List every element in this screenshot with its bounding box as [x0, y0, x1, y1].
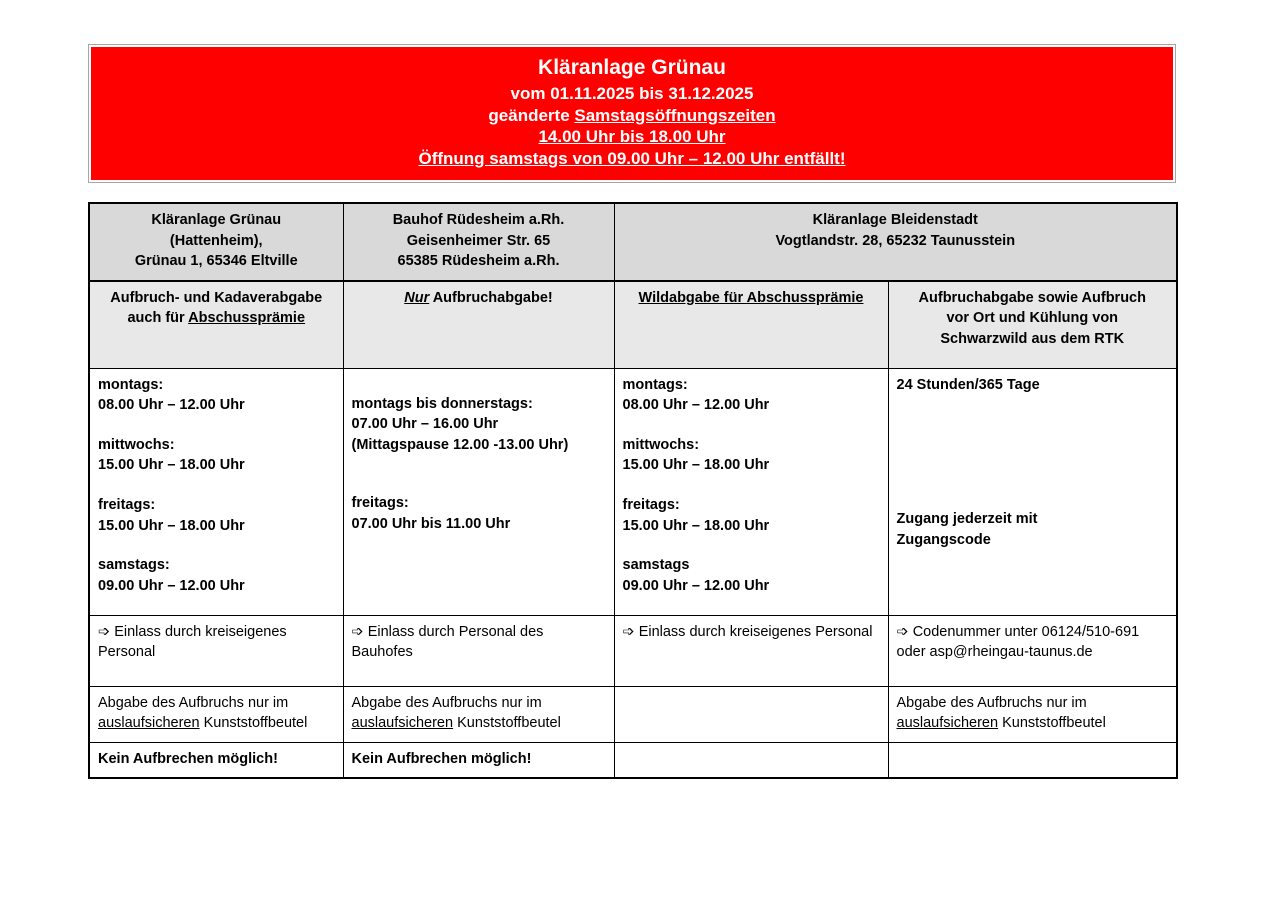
- subheader-gruenau-keyword: Abschussprämie: [188, 310, 306, 327]
- spacer: [98, 536, 335, 555]
- notice-changed-prefix: geänderte: [488, 105, 575, 125]
- no-break-cell-gruenau: Kein Aufbrechen möglich!: [89, 742, 343, 778]
- table-no-break-row: [89, 742, 1177, 778]
- spacer: [352, 455, 606, 474]
- bag-note-cell-ruedesheim: [343, 686, 614, 742]
- subheader-gruenau-line-1: Aufbruch- und Kadaverabgabe: [110, 289, 323, 306]
- header-bleidenstadt-line-1: Kläranlage Bleidenstadt: [812, 212, 978, 228]
- hours-ruedesheim-time-2: 07.00 Uhr bis 11.00 Uhr: [351, 516, 511, 533]
- hours-wildabgabe-time-1: 08.00 Uhr – 12.00 Uhr: [622, 397, 770, 414]
- hours-wildabgabe-day-2: mittwochs:: [622, 436, 700, 453]
- hours-cell-gruenau: [89, 368, 343, 615]
- notice-validity-period: vom 01.11.2025 bis 31.12.2025: [510, 83, 754, 103]
- header-ruedesheim-line-1: Bauhof Rüdesheim a.Rh.: [392, 212, 565, 228]
- arrow-icon: ➩: [98, 623, 111, 640]
- notice-banner-body: [91, 47, 1173, 180]
- header-gruenau-line-2: (Hattenheim),: [169, 232, 263, 249]
- notice-cancelled-hours: Öffnung samstags von 09.00 Uhr – 12.00 Uhr entfällt!: [418, 149, 846, 169]
- header-cell-gruenau: [89, 203, 343, 281]
- spacer: [98, 476, 335, 495]
- header-ruedesheim-line-3: 65385 Rüdesheim a.Rh.: [397, 253, 560, 270]
- no-break-cell-rtk-empty: [888, 742, 1177, 778]
- notice-banner: [88, 44, 1176, 183]
- header-cell-bleidenstadt: [614, 203, 1177, 281]
- table-bag-note-row: [89, 686, 1177, 742]
- access-cell-wildabgabe: [614, 615, 888, 686]
- subheader-cell-wildabgabe: [614, 281, 888, 369]
- spacer: [897, 395, 1169, 414]
- bag-note-prefix: Abgabe des Aufbruchs nur im: [98, 694, 289, 711]
- access-cell-rtk: [888, 615, 1177, 686]
- hours-ruedesheim-day-2: freitags:: [351, 495, 409, 512]
- access-cell-ruedesheim: [343, 615, 614, 686]
- hours-cell-rtk: [888, 368, 1177, 615]
- subheader-cell-gruenau: [89, 281, 343, 369]
- spacer: [352, 474, 606, 493]
- access-wildabgabe-text: Einlass durch kreiseigenes Personal: [638, 623, 873, 640]
- hours-gruenau-day-4: samstags:: [98, 557, 170, 574]
- hours-rtk-access-line-2: Zugangscode: [896, 531, 991, 548]
- header-cell-ruedesheim: [343, 203, 614, 281]
- hours-gruenau-day-3: freitags:: [98, 497, 156, 514]
- table-hours-row: [89, 368, 1177, 615]
- header-gruenau-line-3: Grünau 1, 65346 Eltville: [134, 253, 298, 270]
- hours-wildabgabe-day-1: montags:: [622, 376, 688, 393]
- subheader-cell-ruedesheim: [343, 281, 614, 369]
- header-ruedesheim-line-2: Geisenheimer Str. 65: [406, 232, 551, 249]
- header-bleidenstadt-line-2: Vogtlandstr. 28, 65232 Taunusstein: [775, 232, 1016, 249]
- access-gruenau-text: Einlass durch kreiseigenes Personal: [98, 623, 287, 661]
- spacer: [897, 414, 1169, 433]
- no-break-cell-ruedesheim: Kein Aufbrechen möglich!: [343, 742, 614, 778]
- subheader-gruenau-prefix: auch für: [127, 310, 189, 327]
- hours-ruedesheim-day-1: montags bis donnerstags:: [351, 395, 533, 412]
- spacer: [897, 452, 1169, 471]
- spacer: [98, 416, 335, 435]
- hours-ruedesheim-time-1: 07.00 Uhr – 16.00 Uhr: [351, 416, 499, 433]
- hours-wildabgabe-day-3: freitags:: [622, 497, 680, 514]
- locations-table: [88, 202, 1178, 779]
- subheader-ruedesheim-rest: Aufbruchabgabe!: [429, 289, 553, 306]
- bag-note-cell-rtk: [888, 686, 1177, 742]
- bag-note-keyword: auslaufsicheren: [98, 715, 200, 732]
- spacer: [352, 375, 606, 394]
- hours-gruenau-time-2: 15.00 Uhr – 18.00 Uhr: [98, 457, 245, 474]
- notice-title: Kläranlage Grünau: [538, 56, 726, 79]
- hours-rtk-availability: 24 Stunden/365 Tage: [896, 376, 1040, 393]
- subheader-wildabgabe-text: Wildabgabe für Abschussprämie: [638, 289, 864, 306]
- hours-gruenau-day-1: montags:: [98, 376, 164, 393]
- notice-changed-hours-line: [97, 105, 1167, 127]
- bag-note-prefix: Abgabe des Aufbruchs nur im: [896, 694, 1087, 711]
- access-ruedesheim-text: Einlass durch Personal des Bauhofes: [351, 623, 544, 661]
- subheader-aufbruchabgabe-line-2: vor Ort und Kühlung von: [946, 310, 1119, 327]
- header-gruenau-line-1: Kläranlage Grünau: [151, 212, 282, 228]
- bag-note-cell-gruenau: [89, 686, 343, 742]
- spacer: [897, 433, 1169, 452]
- table-subheader-row: [89, 281, 1177, 369]
- hours-wildabgabe-time-3: 15.00 Uhr – 18.00 Uhr: [622, 517, 770, 534]
- bag-note-cell-wildabgabe-empty: [614, 686, 888, 742]
- hours-cell-ruedesheim: [343, 368, 614, 615]
- hours-gruenau-day-2: mittwochs:: [98, 436, 175, 453]
- hours-gruenau-time-1: 08.00 Uhr – 12.00 Uhr: [98, 397, 245, 414]
- arrow-icon: ➩: [351, 623, 364, 640]
- bag-note-prefix: Abgabe des Aufbruchs nur im: [351, 694, 542, 711]
- bag-note-suffix: Kunststoffbeutel: [998, 715, 1106, 732]
- bag-note-suffix: Kunststoffbeutel: [453, 715, 561, 732]
- hours-cell-wildabgabe: [614, 368, 888, 615]
- spacer: [623, 416, 880, 435]
- table-header-row: [89, 203, 1177, 281]
- hours-wildabgabe-time-2: 15.00 Uhr – 18.00 Uhr: [622, 457, 770, 474]
- bag-note-suffix: Kunststoffbeutel: [199, 715, 308, 732]
- bag-note-keyword: auslaufsicheren: [896, 715, 999, 732]
- arrow-icon: ➩: [622, 623, 635, 640]
- spacer: [897, 490, 1169, 509]
- spacer: [897, 471, 1169, 490]
- spacer: [623, 536, 880, 555]
- subheader-cell-aufbruchabgabe: [888, 281, 1177, 369]
- hours-wildabgabe-time-4: 09.00 Uhr – 12.00 Uhr: [622, 577, 770, 594]
- access-rtk-text: Codenummer unter 06124/510-691 oder asp@rheingau-taunus.de: [896, 623, 1140, 661]
- subheader-aufbruchabgabe-line-3: Schwarzwild aus dem RTK: [940, 330, 1125, 347]
- hours-rtk-access-line-1: Zugang jederzeit mit: [896, 511, 1038, 528]
- bag-note-keyword: auslaufsicheren: [351, 715, 454, 732]
- table-access-row: [89, 615, 1177, 686]
- hours-gruenau-time-4: 09.00 Uhr – 12.00 Uhr: [98, 577, 245, 594]
- spacer: [623, 476, 880, 495]
- notice-changed-keyword: Samstagsöffnungszeiten: [574, 105, 776, 125]
- hours-ruedesheim-break-note: (Mittagspause 12.00 -13.00 Uhr): [351, 436, 569, 453]
- notice-new-hours: 14.00 Uhr bis 18.00 Uhr: [538, 127, 726, 147]
- arrow-icon: ➩: [896, 623, 909, 640]
- hours-wildabgabe-day-4: samstags: [622, 557, 690, 574]
- subheader-gruenau-line-2: [98, 308, 335, 329]
- hours-gruenau-time-3: 15.00 Uhr – 18.00 Uhr: [98, 517, 245, 534]
- subheader-ruedesheim-emphasis: Nur: [404, 289, 430, 306]
- no-break-cell-wildabgabe-empty: [614, 742, 888, 778]
- access-cell-gruenau: [89, 615, 343, 686]
- subheader-aufbruchabgabe-line-1: Aufbruchabgabe sowie Aufbruch: [918, 289, 1146, 306]
